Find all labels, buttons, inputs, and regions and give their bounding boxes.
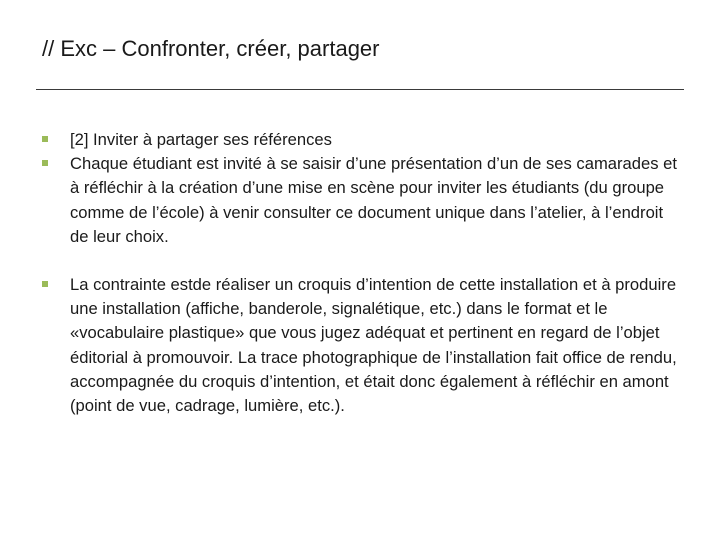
bullet-item-instructions [42,152,682,249]
square-bullet-icon [42,160,48,166]
bullet-text: Chaque étudiant est invité à se saisir d’une présentation d’un de ses camarades et à réfléchir à la création d’une mise en scène pour inviter les étudiants (du groupe comme de l’école) à venir consulter ce document unique dans l’atelier, à l’endroit de leur choix. [70,154,677,246]
bullet-item-constraint [42,273,682,418]
bullet-text: [2] Inviter à partager ses références [70,130,332,149]
title-divider [36,89,684,90]
slide-title: // Exc – Confronter, créer, partager [42,36,380,61]
bullet-item-subtitle [42,128,682,152]
square-bullet-icon [42,281,48,287]
bullet-text: La contrainte estde réaliser un croquis d’intention de cette installation et à produire une installation (affiche, banderole, signalétique, etc.) dans le format et le «vocabulaire plastique» que vous jugez adéquat et pertinent en regard de l’objet éditorial à promouvoir. La trace photographique de l’installation fait office de rendu, accompagnée du croquis d’intention, et était donc également à réfléchir en amont (point de vue, cadrage, lumière, etc.). [70,275,677,416]
square-bullet-icon [42,136,48,142]
bullet-list [42,128,682,418]
